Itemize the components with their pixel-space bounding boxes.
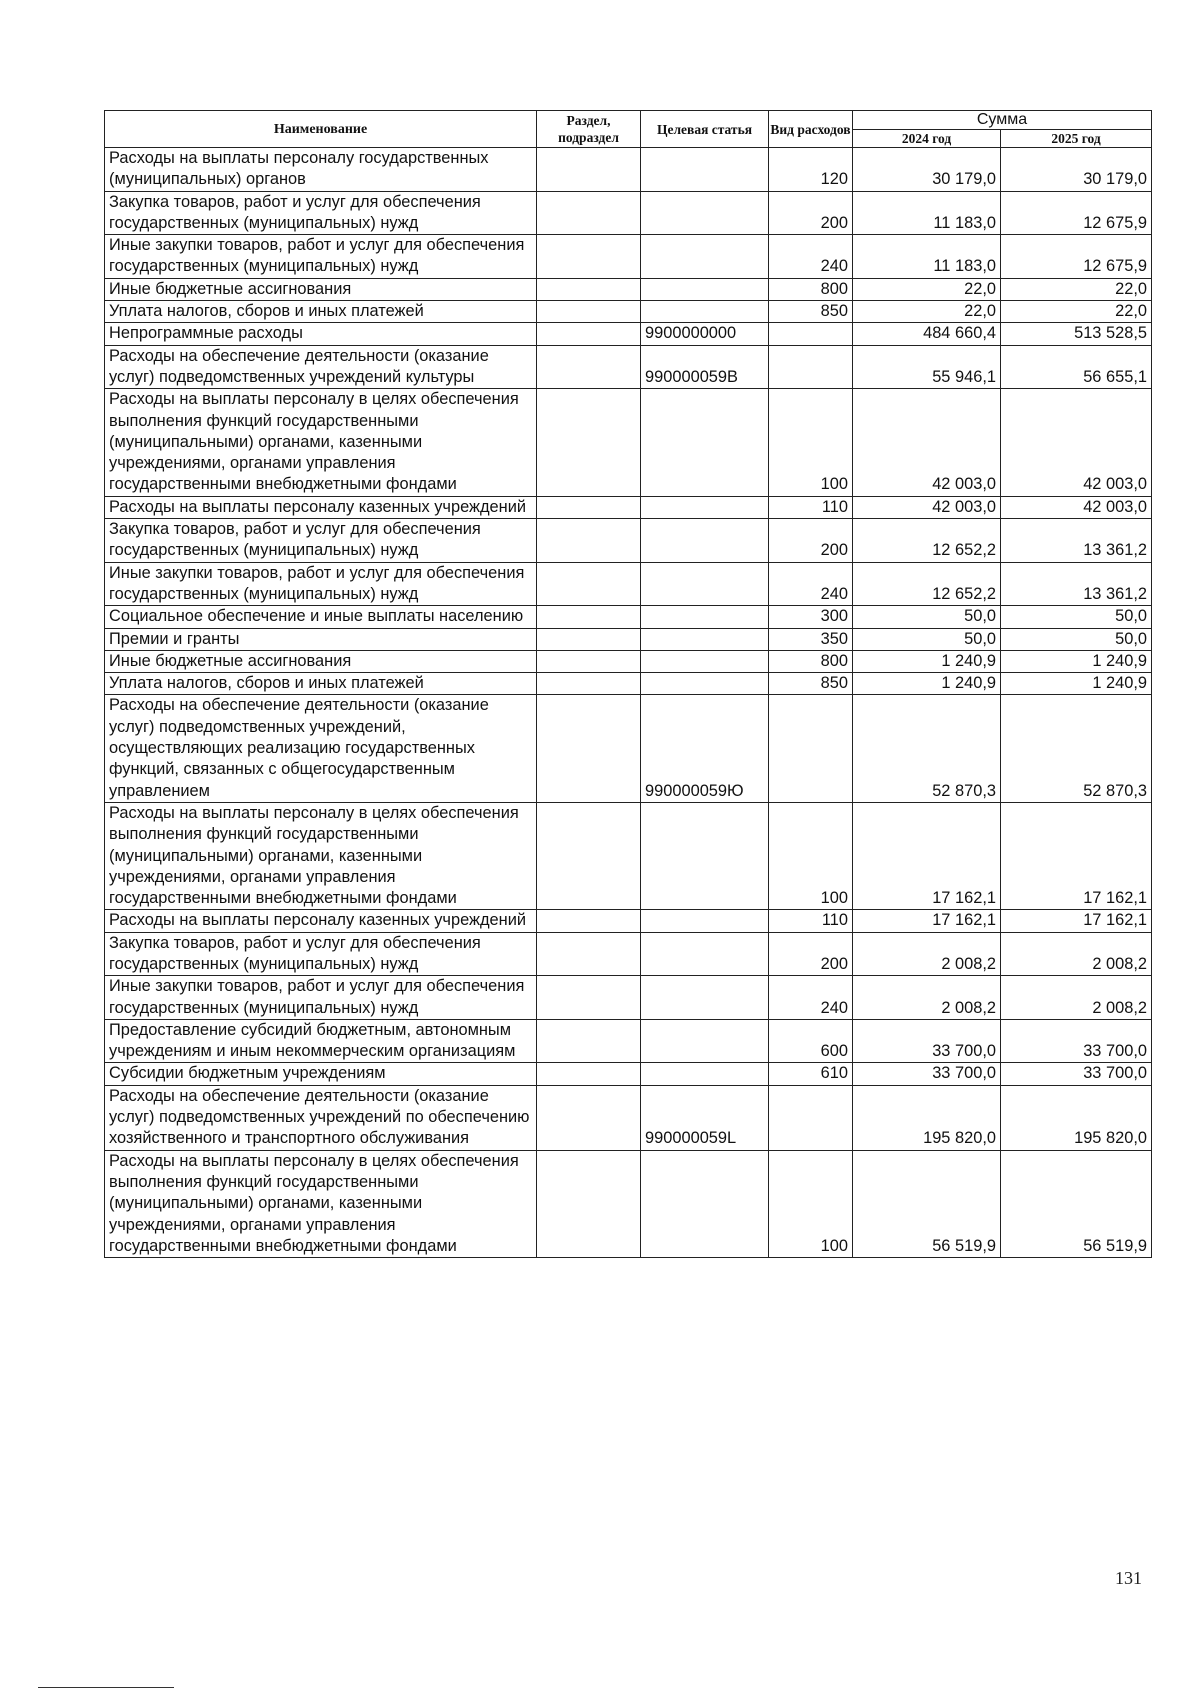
- cell-name: Предоставление субсидий бюджетным, автономным учреждениям и иным некоммерческим организациям: [105, 1019, 537, 1063]
- cell-2024: 17 162,1: [853, 910, 1001, 932]
- cell-section: [537, 606, 641, 628]
- cell-2025: 2 008,2: [1001, 932, 1152, 976]
- cell-section: [537, 1150, 641, 1257]
- cell-target: [641, 650, 769, 672]
- cell-2025: 42 003,0: [1001, 496, 1152, 518]
- cell-2025: 42 003,0: [1001, 389, 1152, 496]
- cell-2025: 22,0: [1001, 278, 1152, 300]
- table-row: [105, 606, 1152, 628]
- cell-section: [537, 628, 641, 650]
- cell-section: [537, 802, 641, 909]
- cell-2025: 56 519,9: [1001, 1150, 1152, 1257]
- cell-2024: 52 870,3: [853, 695, 1001, 802]
- cell-kind: 100: [769, 1150, 853, 1257]
- cell-section: [537, 650, 641, 672]
- table-row: [105, 278, 1152, 300]
- cell-kind: 300: [769, 606, 853, 628]
- cell-name: Субсидии бюджетным учреждениям: [105, 1063, 537, 1085]
- table-row: [105, 1063, 1152, 1085]
- cell-target: [641, 301, 769, 323]
- cell-2024: 1 240,9: [853, 650, 1001, 672]
- cell-target: [641, 910, 769, 932]
- cell-kind: 240: [769, 562, 853, 606]
- cell-section: [537, 1085, 641, 1150]
- cell-section: [537, 323, 641, 345]
- header-year-2025: 2025 год: [1001, 130, 1152, 148]
- cell-name: Расходы на обеспечение деятельности (оказание услуг) подведомственных учреждений, осуществляющих реализацию государственных функций, связанных с общегосударственным управлением: [105, 695, 537, 802]
- cell-target: [641, 932, 769, 976]
- cell-name: Расходы на обеспечение деятельности (оказание услуг) подведомственных учреждений по обеспечению хозяйственного и транспортного обслуживания: [105, 1085, 537, 1150]
- cell-target: [641, 191, 769, 235]
- header-target: Целевая статья: [641, 111, 769, 148]
- table-row: [105, 1019, 1152, 1063]
- table-row: [105, 673, 1152, 695]
- table-row: [105, 650, 1152, 672]
- cell-section: [537, 673, 641, 695]
- cell-2024: 42 003,0: [853, 389, 1001, 496]
- cell-target: [641, 976, 769, 1020]
- table-row: [105, 628, 1152, 650]
- table-row: [105, 802, 1152, 909]
- table-row: [105, 301, 1152, 323]
- table-row: [105, 910, 1152, 932]
- cell-kind: [769, 345, 853, 389]
- table-row: [105, 345, 1152, 389]
- cell-target: [641, 519, 769, 563]
- cell-2025: 12 675,9: [1001, 235, 1152, 279]
- cell-kind: 800: [769, 650, 853, 672]
- table-row: [105, 1150, 1152, 1257]
- cell-2024: 33 700,0: [853, 1063, 1001, 1085]
- cell-2025: 17 162,1: [1001, 802, 1152, 909]
- cell-kind: 240: [769, 235, 853, 279]
- cell-kind: 610: [769, 1063, 853, 1085]
- cell-name: Премии и гранты: [105, 628, 537, 650]
- cell-target: 990000059В: [641, 345, 769, 389]
- cell-target: 9900000000: [641, 323, 769, 345]
- header-sum: Сумма: [853, 111, 1152, 130]
- cell-name: Иные закупки товаров, работ и услуг для обеспечения государственных (муниципальных) нужд: [105, 562, 537, 606]
- cell-section: [537, 932, 641, 976]
- table-row: [105, 562, 1152, 606]
- cell-name: Непрограммные расходы: [105, 323, 537, 345]
- footer-divider: [38, 1687, 174, 1688]
- header-kind: Вид расходов: [769, 111, 853, 148]
- cell-name: Расходы на выплаты персоналу в целях обеспечения выполнения функций государственными (муниципальными) органами, казенными учреждениями, органами управления государственными внебюджетными фондами: [105, 389, 537, 496]
- cell-section: [537, 1063, 641, 1085]
- cell-2025: 2 008,2: [1001, 976, 1152, 1020]
- cell-2025: 56 655,1: [1001, 345, 1152, 389]
- cell-kind: 200: [769, 932, 853, 976]
- cell-2024: 22,0: [853, 278, 1001, 300]
- table-row: [105, 496, 1152, 518]
- cell-target: [641, 278, 769, 300]
- cell-section: [537, 148, 641, 192]
- cell-2025: 12 675,9: [1001, 191, 1152, 235]
- cell-section: [537, 301, 641, 323]
- cell-2025: 33 700,0: [1001, 1019, 1152, 1063]
- cell-kind: 120: [769, 148, 853, 192]
- cell-2025: 513 528,5: [1001, 323, 1152, 345]
- cell-target: [641, 673, 769, 695]
- cell-target: 990000059Ю: [641, 695, 769, 802]
- cell-kind: 350: [769, 628, 853, 650]
- cell-section: [537, 695, 641, 802]
- cell-2025: 1 240,9: [1001, 673, 1152, 695]
- cell-kind: 600: [769, 1019, 853, 1063]
- cell-target: [641, 628, 769, 650]
- cell-target: [641, 389, 769, 496]
- header-name: Наименование: [105, 111, 537, 148]
- cell-name: Закупка товаров, работ и услуг для обеспечения государственных (муниципальных) нужд: [105, 191, 537, 235]
- cell-2025: 13 361,2: [1001, 562, 1152, 606]
- cell-2024: 1 240,9: [853, 673, 1001, 695]
- cell-kind: [769, 695, 853, 802]
- cell-2024: 195 820,0: [853, 1085, 1001, 1150]
- cell-2025: 50,0: [1001, 628, 1152, 650]
- cell-kind: 200: [769, 191, 853, 235]
- table-row: [105, 191, 1152, 235]
- cell-target: [641, 562, 769, 606]
- table-row: [105, 148, 1152, 192]
- cell-kind: 110: [769, 496, 853, 518]
- cell-2024: 17 162,1: [853, 802, 1001, 909]
- cell-2025: 33 700,0: [1001, 1063, 1152, 1085]
- cell-2024: 484 660,4: [853, 323, 1001, 345]
- cell-2024: 33 700,0: [853, 1019, 1001, 1063]
- cell-section: [537, 910, 641, 932]
- table-row: [105, 323, 1152, 345]
- cell-target: [641, 235, 769, 279]
- cell-2025: 30 179,0: [1001, 148, 1152, 192]
- cell-kind: [769, 1085, 853, 1150]
- table-header: [105, 111, 1152, 148]
- cell-section: [537, 191, 641, 235]
- cell-2025: 22,0: [1001, 301, 1152, 323]
- page-number: 131: [1115, 1568, 1142, 1588]
- cell-name: Расходы на выплаты персоналу государственных (муниципальных) органов: [105, 148, 537, 192]
- cell-name: Иные закупки товаров, работ и услуг для обеспечения государственных (муниципальных) нужд: [105, 976, 537, 1020]
- cell-kind: 850: [769, 673, 853, 695]
- cell-section: [537, 235, 641, 279]
- cell-name: Иные бюджетные ассигнования: [105, 278, 537, 300]
- cell-kind: 850: [769, 301, 853, 323]
- cell-kind: 110: [769, 910, 853, 932]
- cell-2024: 11 183,0: [853, 191, 1001, 235]
- cell-target: [641, 1150, 769, 1257]
- cell-2025: 195 820,0: [1001, 1085, 1152, 1150]
- cell-kind: 100: [769, 802, 853, 909]
- cell-name: Социальное обеспечение и иные выплаты населению: [105, 606, 537, 628]
- cell-2024: 12 652,2: [853, 562, 1001, 606]
- cell-2024: 30 179,0: [853, 148, 1001, 192]
- cell-2024: 22,0: [853, 301, 1001, 323]
- cell-2025: 17 162,1: [1001, 910, 1152, 932]
- cell-2024: 56 519,9: [853, 1150, 1001, 1257]
- cell-target: [641, 1063, 769, 1085]
- cell-section: [537, 278, 641, 300]
- cell-name: Расходы на выплаты персоналу казенных учреждений: [105, 910, 537, 932]
- cell-name: Уплата налогов, сборов и иных платежей: [105, 673, 537, 695]
- cell-name: Расходы на выплаты персоналу в целях обеспечения выполнения функций государственными (муниципальными) органами, казенными учреждениями, органами управления государственными внебюджетными фондами: [105, 802, 537, 909]
- cell-name: Расходы на выплаты персоналу казенных учреждений: [105, 496, 537, 518]
- cell-kind: 240: [769, 976, 853, 1020]
- cell-target: [641, 802, 769, 909]
- cell-2024: 2 008,2: [853, 976, 1001, 1020]
- cell-kind: 800: [769, 278, 853, 300]
- table-row: [105, 519, 1152, 563]
- cell-section: [537, 496, 641, 518]
- cell-target: [641, 1019, 769, 1063]
- header-section: Раздел, подраздел: [537, 111, 641, 148]
- cell-kind: [769, 323, 853, 345]
- cell-name: Расходы на выплаты персоналу в целях обеспечения выполнения функций государственными (муниципальными) органами, казенными учреждениями, органами управления государственными внебюджетными фондами: [105, 1150, 537, 1257]
- cell-name: Иные закупки товаров, работ и услуг для обеспечения государственных (муниципальных) нужд: [105, 235, 537, 279]
- cell-section: [537, 345, 641, 389]
- cell-2024: 42 003,0: [853, 496, 1001, 518]
- cell-2024: 12 652,2: [853, 519, 1001, 563]
- cell-section: [537, 976, 641, 1020]
- cell-2024: 50,0: [853, 628, 1001, 650]
- header-year-2024: 2024 год: [853, 130, 1001, 148]
- table-row: [105, 932, 1152, 976]
- cell-name: Уплата налогов, сборов и иных платежей: [105, 301, 537, 323]
- cell-section: [537, 519, 641, 563]
- cell-2025: 13 361,2: [1001, 519, 1152, 563]
- table-row: [105, 1085, 1152, 1150]
- cell-name: Расходы на обеспечение деятельности (оказание услуг) подведомственных учреждений культуры: [105, 345, 537, 389]
- cell-target: [641, 148, 769, 192]
- cell-2024: 55 946,1: [853, 345, 1001, 389]
- table-row: [105, 976, 1152, 1020]
- table-row: [105, 389, 1152, 496]
- cell-section: [537, 389, 641, 496]
- cell-name: Закупка товаров, работ и услуг для обеспечения государственных (муниципальных) нужд: [105, 519, 537, 563]
- cell-section: [537, 1019, 641, 1063]
- cell-2024: 50,0: [853, 606, 1001, 628]
- cell-kind: 100: [769, 389, 853, 496]
- table-row: [105, 235, 1152, 279]
- cell-2024: 11 183,0: [853, 235, 1001, 279]
- cell-name: Закупка товаров, работ и услуг для обеспечения государственных (муниципальных) нужд: [105, 932, 537, 976]
- cell-2024: 2 008,2: [853, 932, 1001, 976]
- table-row: [105, 695, 1152, 802]
- cell-name: Иные бюджетные ассигнования: [105, 650, 537, 672]
- table-body: [105, 148, 1152, 1258]
- budget-table: [104, 110, 1152, 1258]
- cell-2025: 50,0: [1001, 606, 1152, 628]
- cell-target: 990000059L: [641, 1085, 769, 1150]
- cell-target: [641, 496, 769, 518]
- cell-kind: 200: [769, 519, 853, 563]
- cell-2025: 52 870,3: [1001, 695, 1152, 802]
- cell-2025: 1 240,9: [1001, 650, 1152, 672]
- cell-section: [537, 562, 641, 606]
- cell-target: [641, 606, 769, 628]
